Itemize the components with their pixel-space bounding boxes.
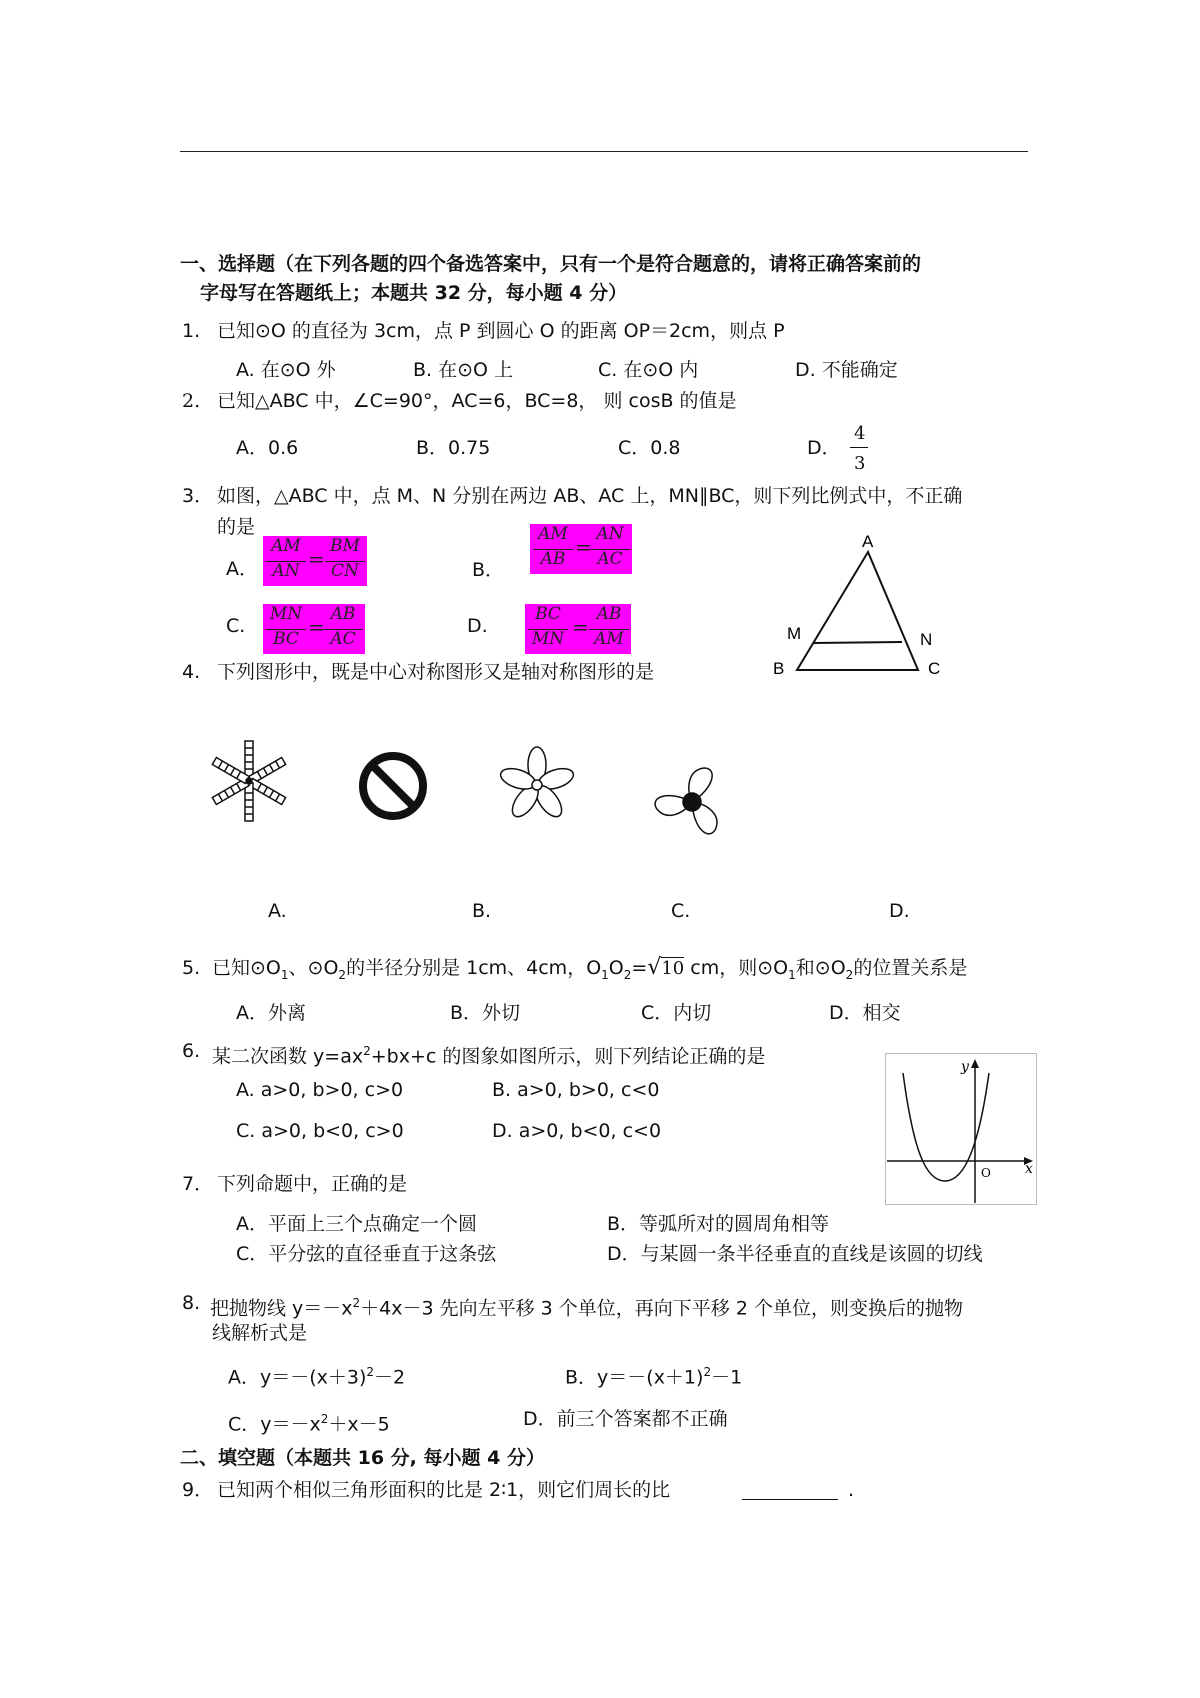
q5-text-a: 已知⊙O [212,957,281,979]
q3-a-eq: = [308,547,325,571]
q8-option-b-b: －1 [711,1366,743,1389]
q3-d-den2: AM [594,629,624,649]
q5-option-a: A．外离 [236,1002,306,1024]
q6-text [212,1038,765,1069]
segment-mn [813,642,902,643]
q8-text [210,1290,963,1321]
q8-text-line2: 线解析式是 [212,1322,308,1344]
q5-option-c: C．内切 [641,1002,712,1024]
point-n-label: N [920,630,933,649]
q2-d-denominator: 3 [854,453,866,474]
q2-text: 已知△ABC 中，∠C=90°，AC=6，BC=8， 则 cosB 的值是 [217,390,737,412]
q8-sup: 2 [352,1296,361,1310]
q5-text-g: 和⊙O [795,957,846,979]
q5-option-b: B．外切 [450,1002,521,1024]
q5-text-d: O [608,957,624,979]
q7-option-a: A．平面上三个点确定一个圆 [236,1213,477,1235]
q9-number: 9． [182,1479,214,1501]
q5-text-c: 的半径分别是 1cm、4cm，O [346,957,602,979]
q1-text: 已知⊙O 的直径为 3cm，点 P 到圆心 O 的距离 OP＝2cm，则点 P [217,320,785,342]
section2-title: 二、填空题（本题共 16 分, 每小题 4 分） [180,1447,545,1469]
q6-parabola-figure [885,1053,1037,1205]
q2-number: 2. [182,390,201,412]
sqrt-symbol: √ [647,955,662,980]
q8-option-c-a: C．y＝－x [228,1413,321,1436]
q6-option-b: B. a>0, b>0, c<0 [492,1079,660,1101]
q6-sup: 2 [363,1044,371,1058]
q5-sub1: 1 [280,967,289,982]
q3-option-b-label: B． [472,559,505,581]
q5-sub6: 2 [845,967,854,982]
q5-sqrt-value: 10 [661,958,685,979]
section1-title-line2: 字母写在答题纸上；本题共 32 分，每小题 4 分） [200,282,628,304]
q3-number: 3． [182,485,214,507]
q8-option-a-sup: 2 [366,1365,375,1379]
q1-option-a: A. 在⊙O 外 [236,359,336,381]
vertex-c-label: C [928,659,941,678]
q3-d-eq: = [572,615,589,639]
q8-option-d: D．前三个答案都不正确 [523,1408,728,1430]
axis-x-label: x [1025,1161,1033,1177]
q3-b-num1: AM [538,524,568,544]
q3-c-den2: AC [330,629,356,649]
q6-option-d: D. a>0, b<0, c<0 [492,1120,662,1142]
q6-option-c: C. a>0, b<0, c>0 [236,1120,404,1142]
q3-option-a-formula [263,536,367,586]
q8-option-c-sup: 2 [320,1412,329,1426]
q3-d-num1: BC [535,604,561,624]
section1-title-line1: 一、选择题（在下列各题的四个备选答案中，只有一个是符合题意的，请将正确答案前的 [180,253,922,275]
q8-option-a-a: A．y＝－(x＋3) [228,1366,367,1389]
q5-option-d: D．相交 [829,1002,901,1024]
q4-option-c: C. [671,900,691,922]
pinwheel-icon [208,740,290,822]
q8-option-b-a: B．y＝－(x＋1) [565,1366,704,1389]
point-m-label: M [787,624,802,643]
q3-c-num1: MN [269,604,303,624]
q7-option-d: D．与某圆一条半径垂直的直线是该圆的切线 [607,1243,983,1265]
q3-a-den1: AN [272,561,300,581]
q2-option-c: C．0.8 [618,437,681,459]
q5-text-f: cm，则⊙O [684,957,789,979]
q3-c-num2: AB [330,604,356,624]
q5-sub2: 2 [338,967,347,982]
q5-text-h: 的位置关系是 [853,957,968,979]
q2-option-d: D． [807,437,841,459]
q3-text: 如图，△ABC 中，点 M、N 分别在两边 AB、AC 上，MN∥BC，则下列比例式中，不正确 [217,485,963,507]
prohibited-icon [355,748,431,824]
q5-text-b: 、⊙O [288,957,339,979]
q8-option-b-sup: 2 [703,1365,712,1379]
q6-text-b: +bx+c 的图象如图所示，则下列结论正确的是 [370,1045,766,1068]
axis-y-label: y [961,1059,969,1075]
q3-option-b-formula [530,524,632,574]
q7-option-c: C．平分弦的直径垂直于这条弦 [236,1243,497,1265]
q4-option-b: B. [472,900,492,922]
q5-number: 5. [182,957,201,979]
q3-a-num2: BM [330,536,360,556]
q8-option-b [565,1359,742,1390]
origin-label: O [981,1166,991,1180]
q3-option-d-label: D. [467,615,488,637]
header-rule [180,151,1028,152]
q5-text [212,955,967,988]
vertex-b-label: B [773,659,785,678]
q3-option-c-label: C. [226,615,246,637]
q8-text-b: ＋4x－3 先向左平移 3 个单位，再向下平移 2 个单位，则变换后的抛物 [360,1297,963,1320]
q3-c-eq: = [308,615,325,639]
q6-number: 6. [182,1040,201,1062]
q7-option-b: B．等弧所对的圆周角相等 [607,1213,830,1235]
q3-a-num1: AM [271,536,301,556]
q3-b-num2: AN [596,524,624,544]
q3-option-a-label: A． [226,558,258,580]
q8-number: 8. [182,1292,201,1314]
q8-option-a-b: －2 [374,1366,406,1389]
q8-option-c [228,1406,390,1437]
q2-d-fraction-bar [850,447,868,448]
triangle-abc [797,552,918,670]
q3-text-line2: 的是 [217,516,256,538]
q1-number: 1. [182,320,201,342]
q2-d-numerator: 4 [854,423,866,444]
q4-option-a: A. [268,900,287,922]
q3-c-den1: BC [273,629,299,649]
fan-icon [648,762,736,844]
q5-text-e: = [631,957,648,979]
q4-option-d: D. [889,900,910,922]
q3-b-eq: = [575,535,592,559]
q1-option-d: D. 不能确定 [795,359,898,381]
q2-option-a: A．0.6 [236,437,299,459]
q6-option-a: A. a>0, b>0, c>0 [236,1079,404,1101]
q5-sub3: 1 [601,967,609,982]
q3-d-num2: AB [596,604,622,624]
q9-text: 已知两个相似三角形面积的比是 2∶1，则它们周长的比 [217,1479,671,1501]
q3-option-c-formula [263,604,365,654]
flower-icon [495,745,579,831]
q9-tail: . [848,1479,855,1501]
q3-b-den1: AB [540,549,566,569]
q7-number: 7． [182,1173,214,1195]
q8-option-a [228,1359,405,1390]
q4-number: 4. [182,661,201,683]
q3-d-den1: MN [531,629,565,649]
vertex-a-label: A [862,532,874,551]
q3-triangle-figure [765,530,955,680]
q5-sub4: 2 [623,967,632,982]
q7-text: 下列命题中，正确的是 [217,1173,408,1195]
q3-b-den2: AC [597,549,623,569]
q1-option-c: C. 在⊙O 内 [598,359,699,381]
q3-a-den2: CN [331,561,359,581]
q1-option-b: B. 在⊙O 上 [413,359,514,381]
q5-sub5: 1 [788,967,796,982]
q2-option-b: B．0.75 [416,437,491,459]
q6-text-a: 某二次函数 y=ax [212,1045,364,1068]
q3-option-d-formula [525,604,631,654]
q4-text: 下列图形中，既是中心对称图形又是轴对称图形的是 [217,661,655,683]
q8-option-c-b: ＋x－5 [328,1413,390,1436]
q8-text-a: 把抛物线 y＝－x [210,1297,353,1320]
q9-answer-blank[interactable] [742,1499,838,1500]
